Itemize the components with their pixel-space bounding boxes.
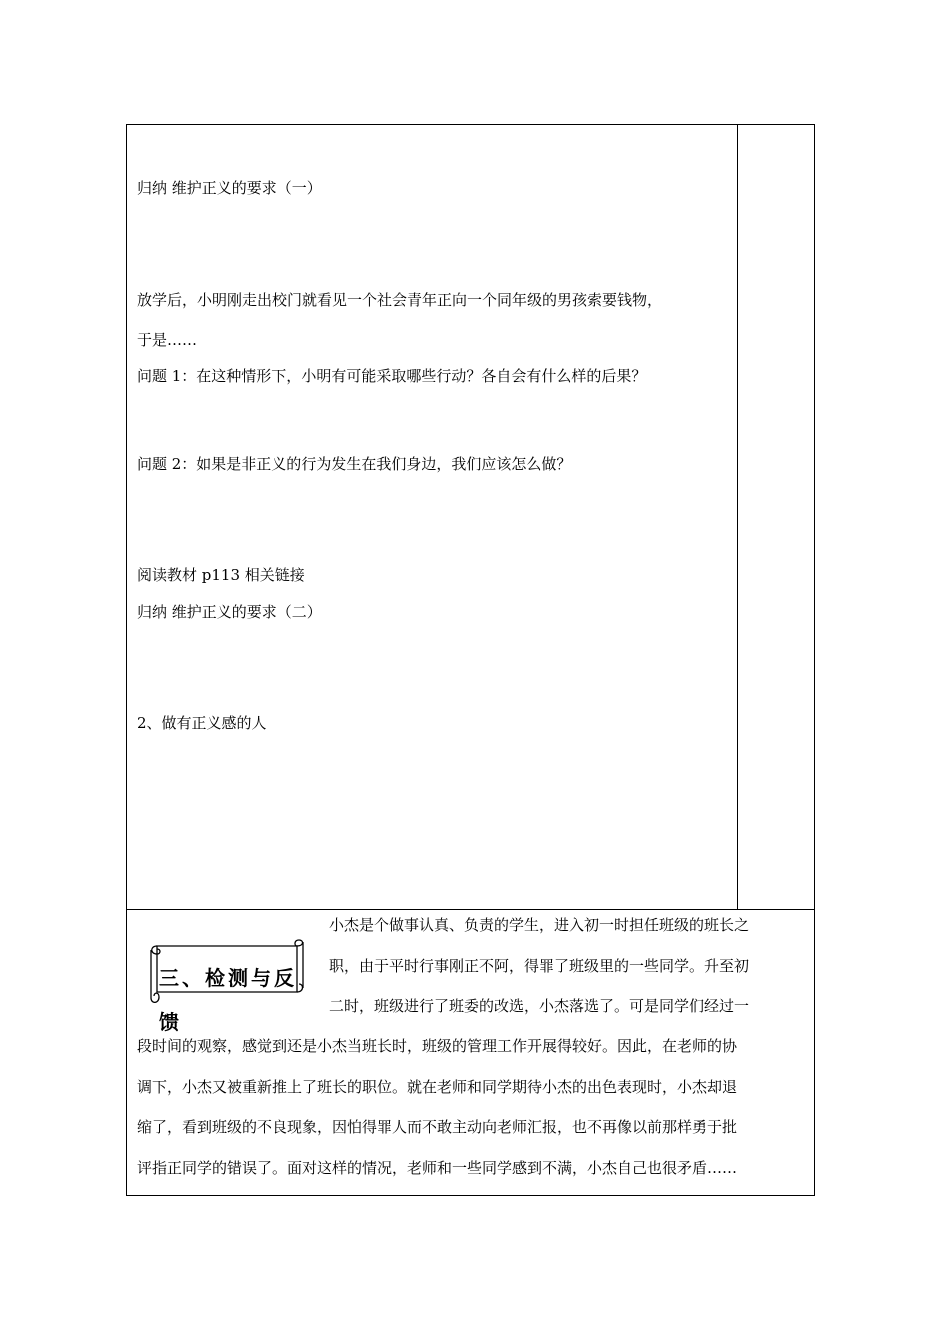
- lower-table-cell: [126, 909, 815, 1196]
- banner-title-tail: 馈: [159, 1010, 179, 1034]
- passage-line: 调下，小杰又被重新推上了班长的职位。就在老师和同学期待小杰的出色表现时，小杰却退: [137, 1078, 738, 1096]
- banner-title: 三、检测与反: [159, 966, 297, 990]
- passage-line: 小杰是个做事认真、负责的学生，进入初一时担任班级的班长之: [329, 916, 750, 934]
- reading-link: 阅读教材 p113 相关链接: [137, 566, 305, 584]
- passage-line: 二时，班级进行了班委的改选，小杰落选了。可是同学们经过一: [329, 997, 750, 1015]
- column-divider: [737, 125, 738, 909]
- scenario-continuation: 于是……: [137, 331, 198, 349]
- passage-line: 段时间的观察，感觉到还是小杰当班长时，班级的管理工作开展得较好。因此，在老师的协: [137, 1037, 738, 1055]
- passage-line: 职，由于平时行事刚正不阿，得罪了班级里的一些同学。升至初: [329, 957, 750, 975]
- section-banner: [147, 938, 307, 1003]
- passage-line: 缩了，看到班级的不良现象，因怕得罪人而不敢主动向老师汇报，也不再像以前那样勇于批: [137, 1118, 738, 1136]
- passage-line: 评指正同学的错误了。面对这样的情况，老师和一些同学感到不满，小杰自己也很矛盾……: [137, 1159, 738, 1177]
- scenario-text: 放学后，小明刚走出校门就看见一个社会青年正向一个同年级的男孩索要钱物，: [137, 291, 663, 309]
- question-two: 问题 2：如果是非正义的行为发生在我们身边，我们应该怎么做？: [137, 455, 572, 473]
- summary-heading-two: 归纳 维护正义的要求（二）: [137, 603, 322, 621]
- summary-heading-one: 归纳 维护正义的要求（一）: [137, 179, 322, 197]
- upper-table-cell: [126, 124, 815, 910]
- question-one: 问题 1：在这种情形下，小明有可能采取哪些行动？各自会有什么样的后果？: [137, 367, 647, 385]
- section-heading-justice: 2、做有正义感的人: [137, 714, 267, 732]
